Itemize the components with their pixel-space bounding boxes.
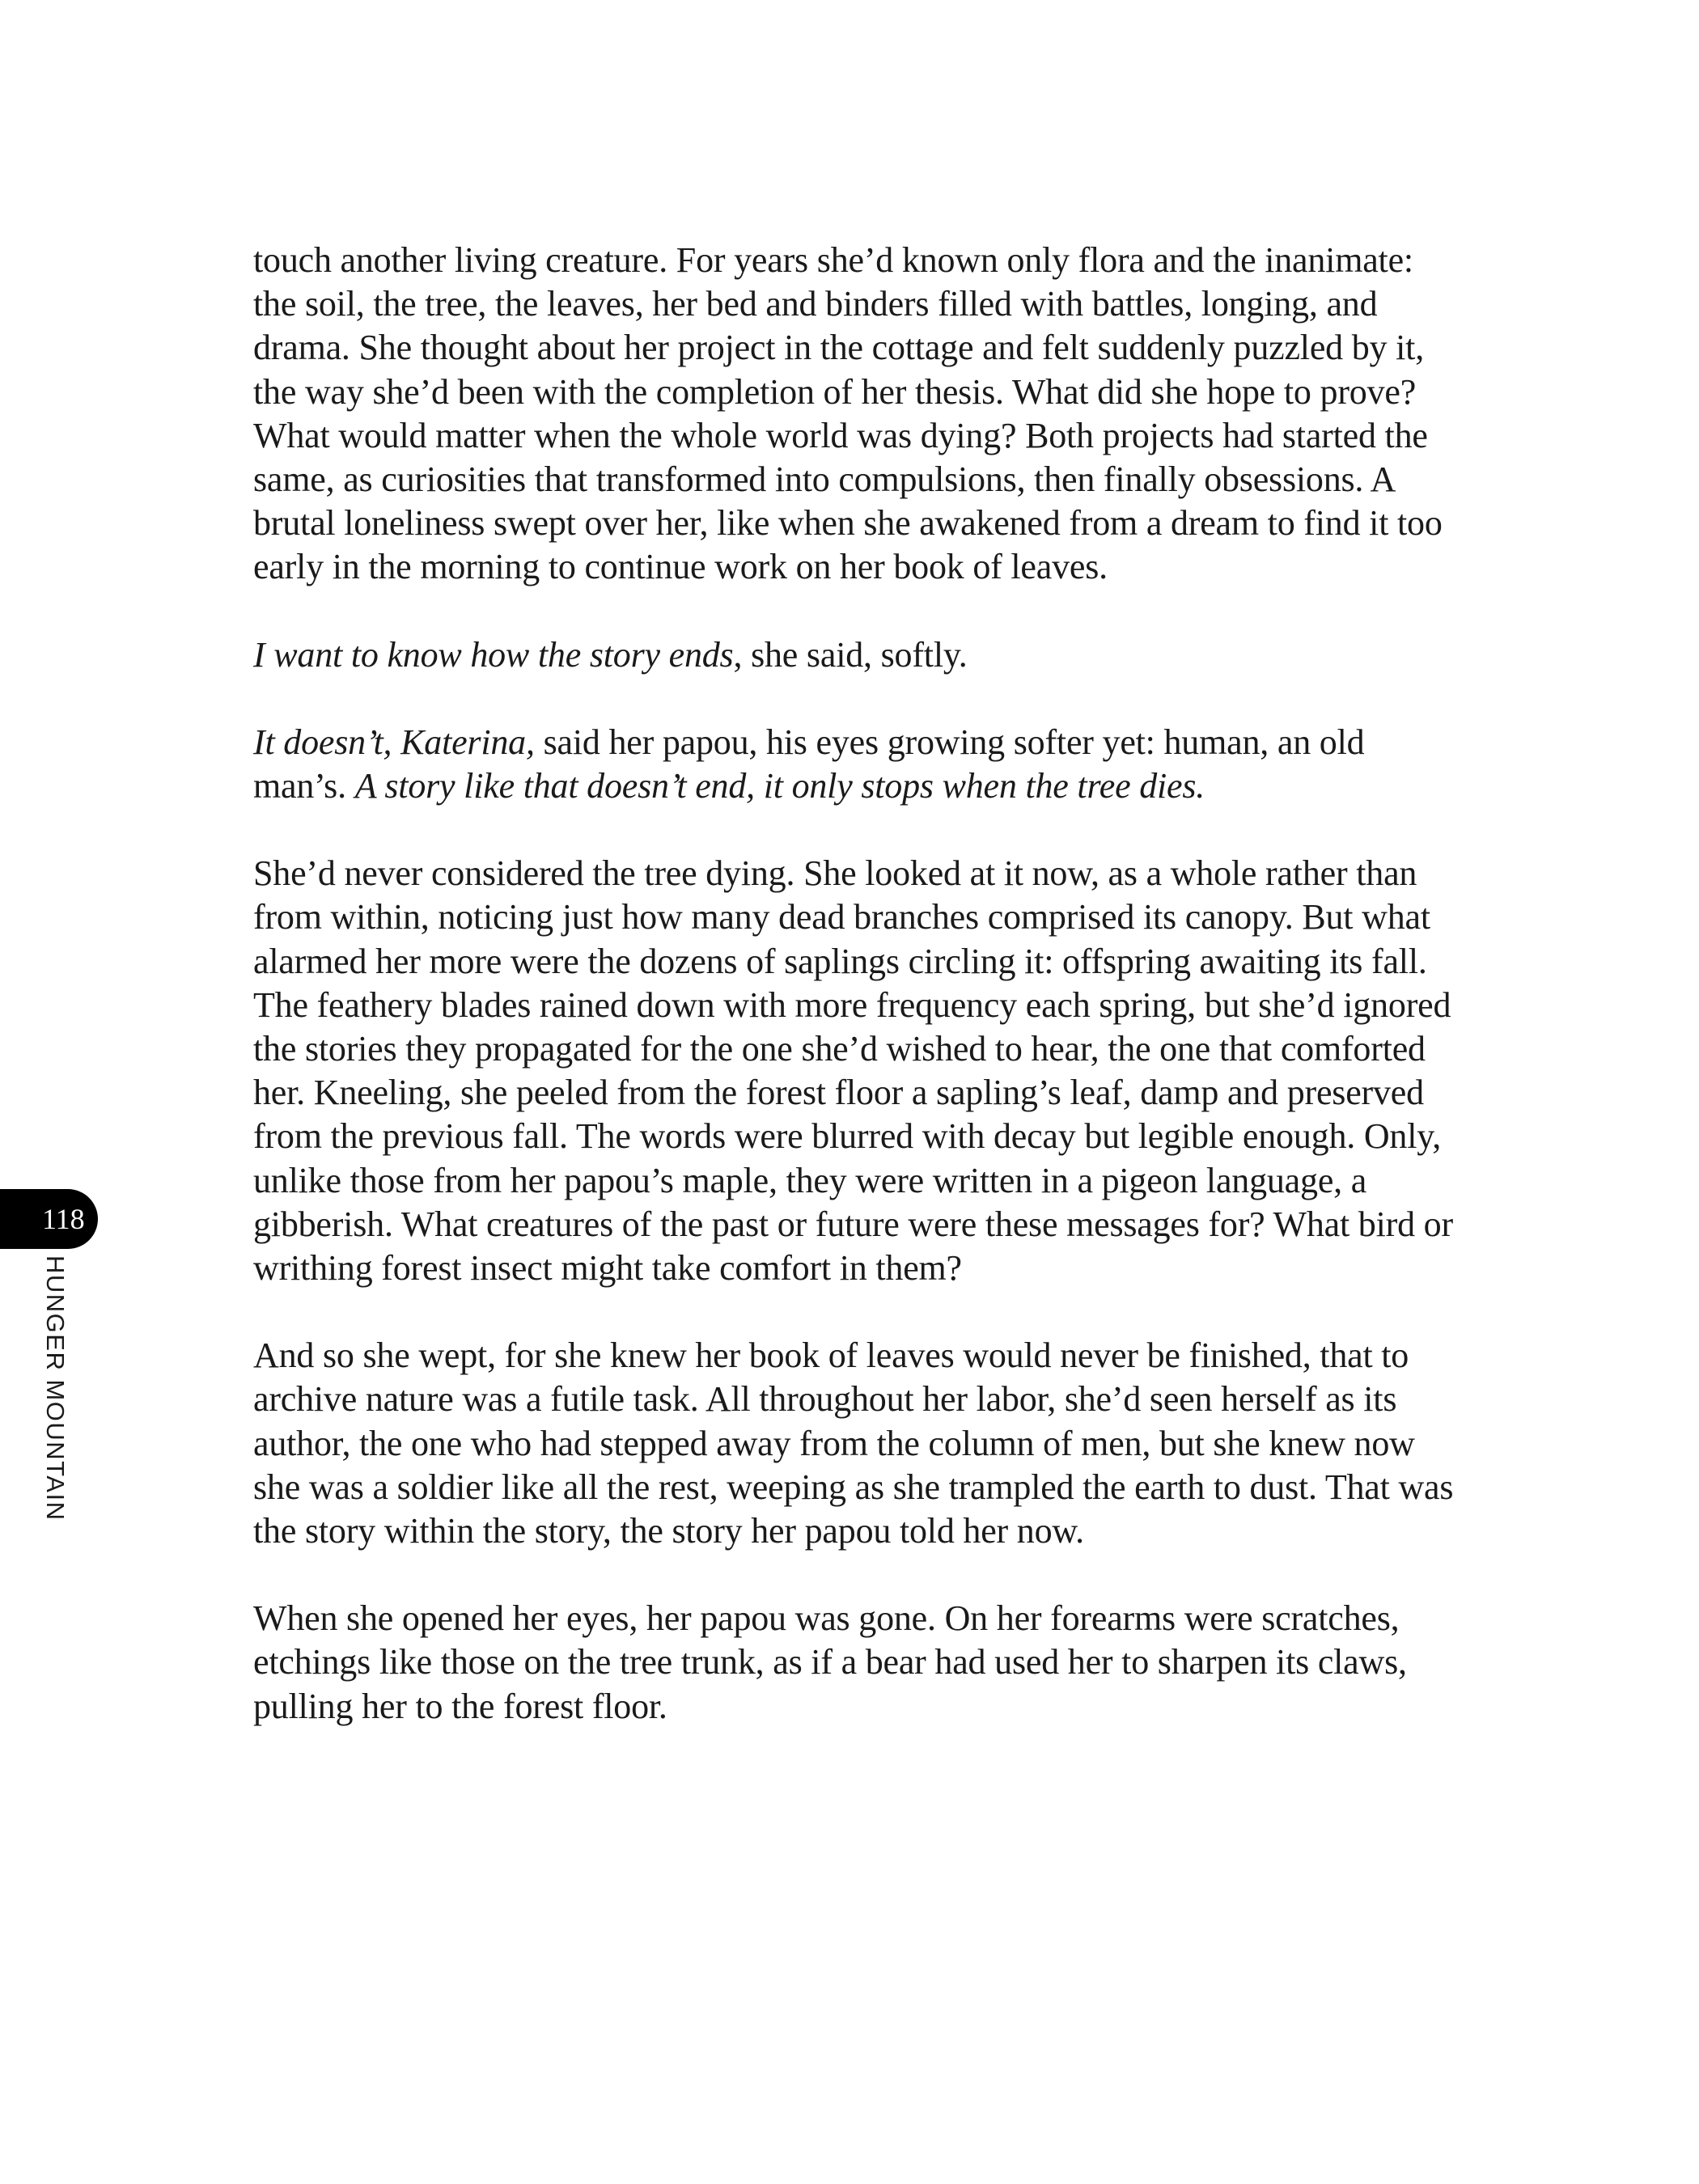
paragraph-3-italic-b: A story like that doesn’t end, it only stops when the tree dies. bbox=[354, 766, 1205, 806]
page-body bbox=[253, 239, 1548, 1772]
running-head: HUNGER MOUNTAIN bbox=[41, 1255, 70, 1522]
paragraph-2-text: , she said, softly. bbox=[733, 634, 968, 675]
paragraph-3 bbox=[253, 721, 1548, 808]
paragraph-2 bbox=[253, 633, 1548, 677]
page-number-tab bbox=[0, 1189, 98, 1249]
paragraph-3-text: said her papou, his eyes growing softer yet: human, an old man’s. bbox=[253, 722, 1365, 806]
page-number: 118 bbox=[42, 1203, 85, 1235]
paragraph-3-italic-a: It doesn’t, Katerina, bbox=[253, 722, 535, 762]
paragraph-4: She’d never considered the tree dying. She looked at it now, as a whole rather than from within, noticing just how many dead branches comprised its canopy. But what alarmed her more were the dozens of saplings circling it: offspring awaiting its fall. The feathery blades rained down with more frequency each spring, but she’d ignored the stories they propagated for the one she’d wished to hear, the one that comforted her. Kneeling, she peeled from the forest floor a sapling’s leaf, damp and preserved from the previous fall. The words were blurred with decay but legible enough. Only, unlike those from her papou’s maple, they were written in a pigeon language, a gibberish. What creatures of the past or future were these messages for? What bird or writhing forest insect might take comfort in them? bbox=[253, 853, 1453, 1289]
paragraph-5: And so she wept, for she knew her book of leaves would never be finished, that to archive nature was a futile task. All throughout her labor, she’d seen herself as its author, the one who had stepped away from the column of men, but she knew now she was a soldier like all the rest, weeping as she trampled the earth to dust. That was the story within the story, the story her papou told her now. bbox=[253, 1335, 1454, 1551]
paragraph-1: touch another living creature. For years she’d known only flora and the inanimate: the soil, the tree, the leaves, her bed and binders filled with battles, longing, and drama. She thought about her project in the cottage and felt suddenly puzzled by it, the way she’d been with the completion of her thesis. What did she hope to prove? What would matter when the whole world was dying? Both projects had started the same, as curiosities that transformed into compulsions, then finally obsessions. A brutal loneliness swept over her, like when she awakened from a dream to find it too early in the morning to continue work on her book of leaves. bbox=[253, 240, 1443, 587]
paragraph-2-italic: I want to know how the story ends bbox=[253, 634, 734, 675]
paragraph-6: When she opened her eyes, her papou was gone. On her forearms were scratches, etchings like those on the tree trunk, as if a bear had used her to sharpen its claws, pulling her to the forest floor. bbox=[253, 1598, 1407, 1726]
